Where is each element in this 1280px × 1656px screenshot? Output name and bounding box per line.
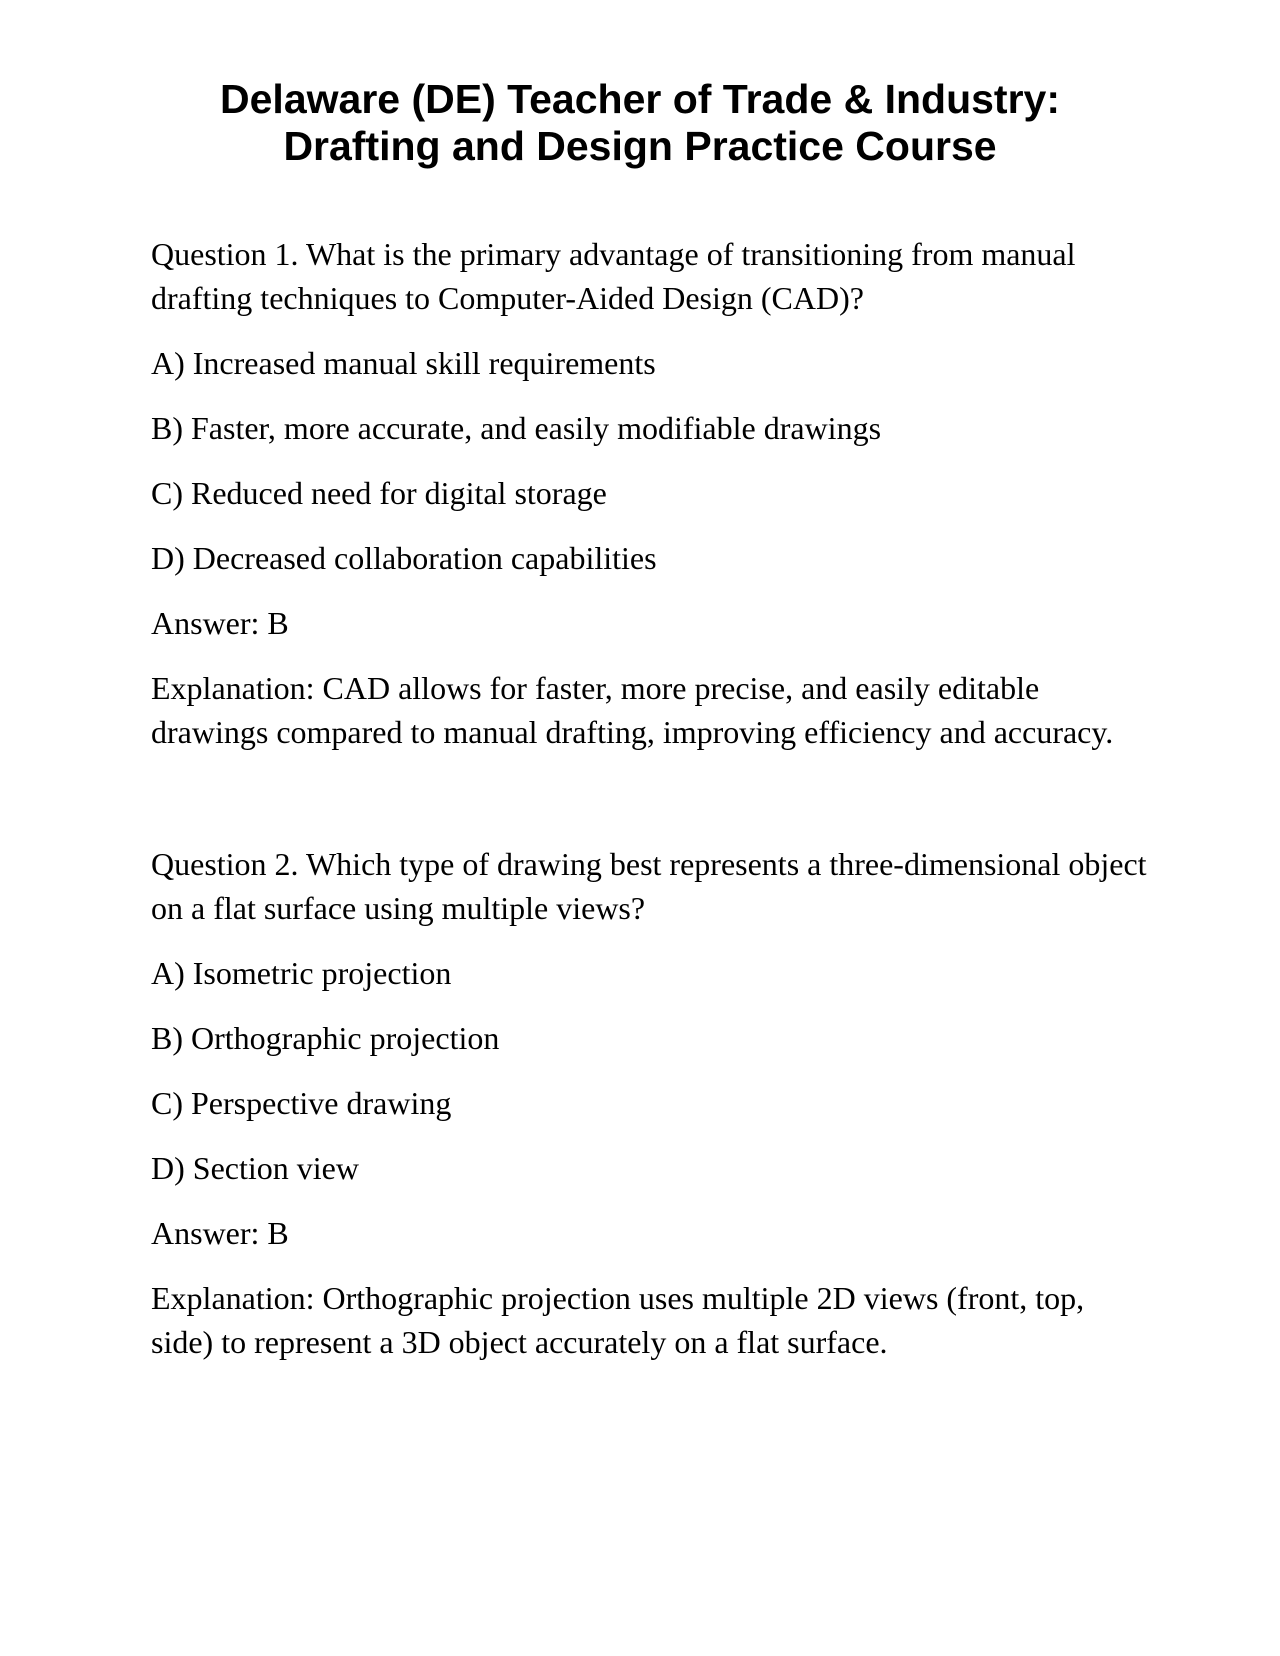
question-list bbox=[151, 232, 1151, 1364]
question-2-answer: Answer: B bbox=[151, 1215, 289, 1251]
page-title-line-2: Drafting and Design Practice Course bbox=[283, 123, 997, 169]
question-1-text: Question 1. What is the primary advantage of transitioning from manual drafting techniques to Computer-Aided Design (CAD)? bbox=[151, 236, 1076, 316]
question-1-answer: Answer: B bbox=[151, 605, 289, 641]
question-1-explanation: Explanation: CAD allows for faster, more precise, and easily editable drawings compared to manual drafting, improving efficiency and accuracy. bbox=[151, 670, 1114, 750]
question-2-option-c: C) Perspective drawing bbox=[151, 1085, 452, 1121]
question-2-explanation: Explanation: Orthographic projection uses multiple 2D views (front, top, side) to represent a 3D object accurately on a flat surface. bbox=[151, 1280, 1085, 1360]
question-2-text: Question 2. Which type of drawing best represents a three-dimensional object on a flat surface using multiple views? bbox=[151, 846, 1147, 926]
page-title-line-1: Delaware (DE) Teacher of Trade & Industry: bbox=[220, 76, 1060, 122]
question-1-option-b: B) Faster, more accurate, and easily modifiable drawings bbox=[151, 410, 882, 446]
question-1-option-d: D) Decreased collaboration capabilities bbox=[151, 540, 657, 576]
question-2-option-a: A) Isometric projection bbox=[151, 955, 452, 991]
question-2-option-b: B) Orthographic projection bbox=[151, 1020, 500, 1056]
page-title bbox=[0, 76, 1280, 170]
question-2-option-d: D) Section view bbox=[151, 1150, 359, 1186]
question-1 bbox=[151, 232, 1151, 754]
question-1-option-a: A) Increased manual skill requirements bbox=[151, 345, 656, 381]
question-2 bbox=[151, 842, 1151, 1364]
question-1-option-c: C) Reduced need for digital storage bbox=[151, 475, 607, 511]
